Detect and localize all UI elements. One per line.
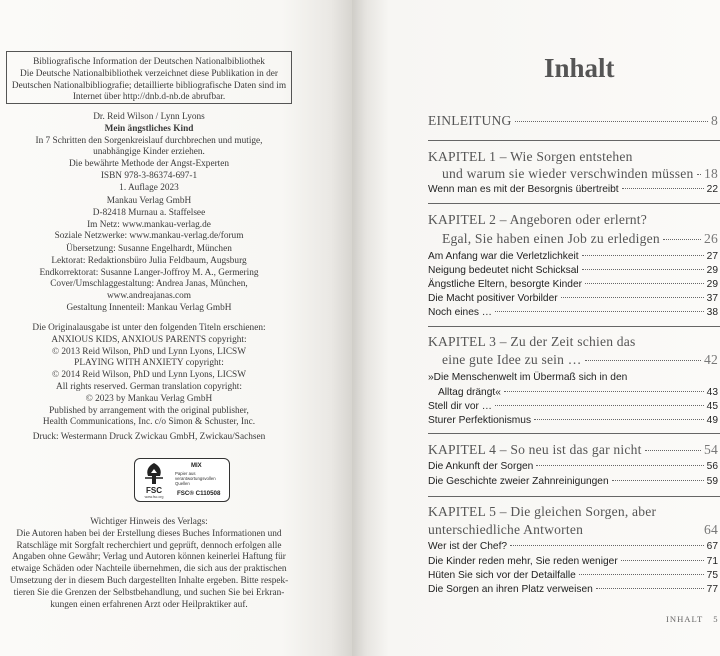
biblio-line: Bibliografische Information der Deutschen Nationalbibliothek [33, 57, 265, 67]
toc-page: 56 [706, 461, 718, 472]
book-edition: 1. Auflage 2023 [119, 182, 179, 193]
toc-label: Wer ist der Chef? [428, 541, 508, 552]
toc-leader [663, 239, 701, 240]
toc-leader [510, 545, 704, 546]
credit-line: Cover/Umschlaggestaltung: Andrea Janas, München, [50, 279, 248, 290]
original-line: ANXIOUS KIDS, ANXIOUS PARENTS copyright: [51, 334, 247, 345]
toc-page: 42 [704, 352, 718, 367]
publisher-line: Mankau Verlag GmbH [106, 196, 192, 206]
toc-entry-sub[interactable] [428, 476, 718, 487]
publisher-info [8, 196, 290, 243]
toc-leader [536, 465, 703, 466]
toc-entry-chapter-5[interactable] [428, 522, 718, 538]
notice-line: Wichtiger Hinweis des Verlags: [90, 517, 208, 527]
credits [8, 244, 290, 315]
notice-line: Die Autoren haben bei der Erstellung dieses Buches Informationen und [16, 528, 282, 539]
credit-line: Übersetzung: Susanne Engelhardt, München [66, 244, 232, 254]
toc-entry-sub[interactable] [428, 415, 718, 426]
chapter-divider [428, 496, 720, 497]
imprint-page [0, 0, 352, 656]
original-line: Die Originalausgabe ist unter den folgenden Titeln erschienen: [32, 323, 266, 333]
original-line: Health Communications, Inc. c/o Simon & Schuster, Inc. [42, 417, 256, 428]
toc-label: Die Sorgen an ihren Platz verweisen [428, 584, 593, 595]
biblio-line: Internet über http://dnb.d-nb.de abrufbar. [72, 92, 226, 103]
page-number: 5 [713, 614, 718, 624]
toc-page: 26 [704, 231, 718, 246]
toc-entry-chapter-4[interactable] [428, 442, 718, 458]
toc-entry-sub[interactable] [428, 279, 718, 290]
fsc-logo [134, 458, 230, 502]
book-authors: Dr. Reid Wilson / Lynn Lyons [93, 112, 205, 122]
toc-leader [504, 391, 704, 392]
original-edition-info [8, 323, 290, 429]
toc-leader [579, 574, 704, 575]
toc-page: 29 [706, 279, 718, 290]
toc-entry-sub[interactable] [438, 387, 718, 398]
notice-line: kungen einen erfahrenen Arzt oder Heilpraktiker auf. [50, 599, 248, 610]
printer-line: Druck: Westermann Druck Zwickau GmbH, Zwickau/Sachsen [32, 432, 266, 442]
chapter-divider [428, 326, 720, 327]
original-line: © 2023 by Mankau Verlag GmbH [85, 393, 213, 404]
toc-page: 43 [706, 387, 718, 398]
toc-entry-sub[interactable] [428, 184, 718, 195]
publisher-line: D-82418 Murnau a. Staffelsee [92, 207, 206, 218]
toc-leader [495, 405, 704, 406]
book-isbn: ISBN 978-3-86374-697-1 [100, 170, 198, 181]
toc-leader [495, 311, 704, 312]
original-line: Published by arrangement with the original publisher, [49, 405, 249, 416]
toc-chapter-5-line1[interactable]: KAPITEL 5 – Die gleichen Sorgen, aber [428, 504, 657, 519]
toc-label: Die Kinder reden mehr, Sie reden weniger [428, 556, 618, 567]
fsc-mix: MIX [191, 463, 202, 469]
original-line: PLAYING WITH ANXIETY copyright: [74, 358, 224, 369]
toc-label: Am Anfang war die Verletzlichkeit [428, 251, 579, 262]
contents-title: Inhalt [544, 53, 615, 83]
toc-entry-sub[interactable] [428, 461, 718, 472]
fsc-word: FSC [146, 486, 162, 495]
toc-page: 77 [706, 584, 718, 595]
publisher-line: Soziale Netzwerke: www.mankau-verlag.de/forum [54, 231, 244, 242]
toc-entry-sub[interactable] [428, 556, 718, 567]
footer-label: INHALT [666, 614, 704, 624]
notice-line: etwaige Schäden oder Nachteile übernehmen, die sich aus der praktischen [11, 564, 287, 575]
toc-entry-chapter-3[interactable] [442, 352, 718, 368]
toc-leader [596, 588, 704, 589]
toc-label: Sturer Perfektionismus [428, 415, 532, 426]
toc-chapter-3-line1[interactable]: KAPITEL 3 – Zu der Zeit schien das [428, 334, 636, 349]
toc-label: Wenn man es mit der Besorgnis übertreibt [428, 184, 619, 195]
toc-label: Alltag drängt« [438, 387, 501, 398]
toc-label: unterschiedliche Antworten [428, 522, 584, 537]
toc-leader [585, 360, 701, 361]
biblio-line: Die Deutsche Nationalbibliothek verzeichnet diese Publikation in der [20, 68, 278, 79]
publisher-notice [8, 517, 290, 611]
contents-page [352, 0, 720, 656]
toc-page: 29 [706, 265, 718, 276]
original-line: © 2014 Reid Wilson, PhD und Lynn Lyons, LICSW [51, 370, 246, 381]
toc-chapter-2-line1[interactable]: KAPITEL 2 – Angeboren oder erlernt? [428, 212, 648, 227]
toc-entry-sub[interactable] [428, 401, 718, 412]
credit-line: Lektorat: Redaktionsbüro Julia Feldbaum, Augsburg [51, 255, 247, 266]
toc-label: Stell dir vor … [428, 401, 492, 412]
toc-page: 59 [706, 476, 718, 487]
toc-leader [697, 174, 702, 175]
notice-line: Umsetzung der in diesem Buch dargestellten Inhalte ergeben. Bitte respek- [9, 575, 289, 586]
toc-page: 49 [706, 415, 718, 426]
toc-entry-sub[interactable] [428, 307, 718, 318]
toc-label: Egal, Sie haben einen Job zu erledigen [442, 231, 660, 246]
toc-leader [645, 450, 701, 451]
toc-leader [582, 269, 704, 270]
original-line: © 2013 Reid Wilson, PhD und Lynn Lyons, LICSW [51, 346, 246, 357]
toc-leader [621, 560, 704, 561]
notice-line: tieren Sie die Grenzen der Selbstbehandlung, und suchen Sie bei Erkran- [13, 587, 285, 598]
printer-info [8, 432, 290, 444]
book-subtitle: In 7 Schritten den Sorgenkreislauf durchbrechen und mutige, [35, 135, 263, 146]
toc-label: Die Macht positiver Vorbilder [428, 293, 558, 304]
book-subtitle: unabhängige Kinder erziehen. [93, 147, 205, 158]
toc-leader [515, 121, 708, 122]
chapter-divider [428, 203, 720, 204]
toc-page: 8 [711, 113, 718, 128]
toc-label: Die Geschichte zweier Zahnreinigungen [428, 476, 609, 487]
toc-label: EINLEITUNG [428, 113, 512, 128]
toc-leader [534, 419, 704, 420]
toc-label: KAPITEL 4 – So neu ist das gar nicht [428, 442, 642, 457]
toc-entry-sub[interactable] [428, 265, 718, 276]
toc-leader [585, 283, 704, 284]
toc-entry-sub[interactable] [428, 570, 718, 581]
toc-label: eine gute Idee zu sein … [442, 352, 582, 367]
toc-label: Hüten Sie sich vor der Detailfalle [428, 570, 576, 581]
toc-label: Noch eines … [428, 307, 492, 318]
toc-label: und warum sie wieder verschwinden müssen [442, 166, 694, 181]
fsc-url: www.fsc.org [144, 495, 164, 499]
original-line: All rights reserved. German translation copyright: [56, 381, 242, 392]
toc-entry-sub[interactable] [428, 293, 718, 304]
toc-page: 38 [706, 307, 718, 318]
notice-line: Angaben ohne Gewähr; Verlag und Autoren können keinerlei Haftung für [12, 552, 286, 563]
biblio-info [8, 57, 290, 104]
book-title: Mein ängstliches Kind [104, 123, 194, 134]
toc-sub-line1[interactable]: »Die Menschenwelt im Übermaß sich in den [428, 372, 628, 383]
toc-page: 75 [706, 570, 718, 581]
toc-page: 64 [704, 522, 718, 537]
toc-leader [582, 255, 704, 256]
toc-chapter-1-line1[interactable]: KAPITEL 1 – Wie Sorgen entstehen [428, 149, 633, 164]
toc-leader [561, 297, 704, 298]
toc-leader [612, 480, 704, 481]
toc-entry-chapter-1[interactable] [442, 166, 718, 182]
book-subtitle: Die bewährte Methode der Angst-Experten [68, 159, 230, 170]
chapter-divider [428, 433, 720, 434]
toc-page: 18 [704, 166, 718, 181]
biblio-line: Deutschen Nationalbibliografie; detaillierte bibliografische Daten sind im [11, 80, 287, 91]
toc-entry-sub[interactable] [428, 251, 718, 262]
book-info [8, 112, 290, 195]
toc-leader [622, 188, 704, 189]
page-footer [666, 614, 718, 624]
toc-page: 37 [706, 293, 718, 304]
notice-line: Ratschläge mit Sorgfalt recherchiert und geprüft, dennoch erfolgen alle [16, 540, 282, 551]
toc-page: 67 [706, 541, 718, 552]
credit-line: Gestaltung Innenteil: Mankau Verlag GmbH [66, 302, 232, 313]
toc-entry-einleitung[interactable] [428, 113, 718, 129]
toc-label: Neigung bedeutet nicht Schicksal [428, 265, 579, 276]
fsc-description: Papier aus verantwortungsvollen Quellen [175, 471, 216, 486]
fsc-code: FSC® C110508 [177, 490, 221, 497]
toc-page: 45 [706, 401, 718, 412]
toc-label: Ängstliche Eltern, besorgte Kinder [428, 279, 583, 290]
credit-line: Endkorrektorat: Susanne Langer-Joffroy M. A., Germering [39, 267, 259, 278]
toc-page: 54 [704, 442, 718, 457]
publisher-line: Im Netz: www.mankau-verlag.de [87, 219, 211, 230]
credit-line: www.andreajanas.com [106, 291, 192, 302]
toc-entry-sub[interactable] [428, 541, 718, 552]
toc-label: Die Ankunft der Sorgen [428, 461, 534, 472]
fsc-tree-icon [143, 462, 165, 486]
toc-page: 27 [706, 251, 718, 262]
toc-entry-chapter-2[interactable] [442, 231, 718, 247]
chapter-divider [428, 140, 720, 141]
toc-page: 71 [706, 556, 718, 567]
toc-entry-sub[interactable] [428, 584, 718, 595]
toc-page: 22 [706, 184, 718, 195]
